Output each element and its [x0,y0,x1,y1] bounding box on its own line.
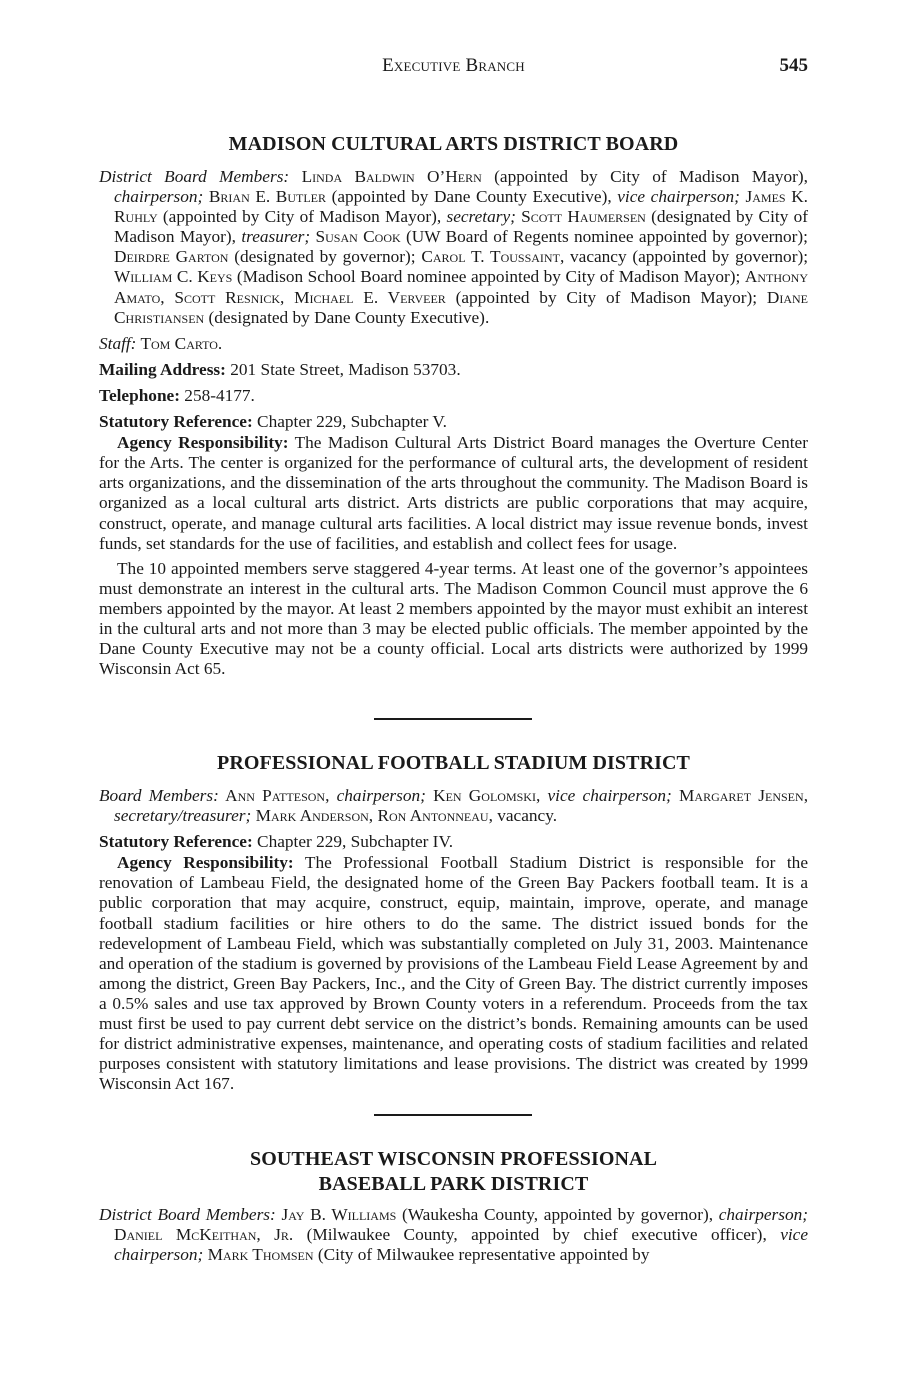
member-sep: , [535,786,548,805]
member-name: Mark Thomsen [203,1245,314,1265]
member-name: Carol T. Toussaint [421,247,560,267]
member-note: (Milwaukee County, appointed by chief executive officer), [293,1225,781,1245]
mailing-value: 201 State Street, Madison 53703. [225,359,461,379]
statutory-value: Chapter 229, Subchapter IV. [252,832,454,852]
agency-responsibility-paragraph [99,433,808,554]
member-note: (appointed by City of Madison Mayor), [157,207,447,227]
terms-paragraph: The 10 appointed members serve staggered 4-year terms. At least one of the governor’s appointees must demonstrate an interest in the cultural arts. The Madison Common Council must approve the 6 members appointed by the mayor. At least 2 members appointed by the mayor must exhibit an interest in the cultural arts and not more than 3 may be elected public officials. The member appointed by the Dane County Executive may not be a county official. Local arts districts were authorized by 1999 Wisconsin Act 65. [99,558,808,679]
statutory-value: Chapter 229, Subchapter V. [252,412,447,432]
section-heading: PROFESSIONAL FOOTBALL STADIUM DISTRICT [217,752,690,774]
member-name: James K. Ruhly [114,187,808,227]
telephone-line [99,386,808,406]
statutory-reference-line [99,412,808,432]
member-name: Diane Christiansen [114,287,809,327]
member-role: treasurer; [241,227,311,247]
member-note: (Waukesha County, appointed by governor), [396,1205,719,1224]
member-name: Susan Cook [310,227,401,247]
staff-name: Tom Carto. [136,333,223,353]
member-role: chairperson; [718,1205,808,1224]
member-name: Scott Haumersen [515,207,646,227]
section-heading: MADISON CULTURAL ARTS DISTRICT BOARD [228,133,679,155]
member-role: chairperson; [336,786,426,805]
board-members [99,1205,808,1265]
agency-text: The Professional Football Stadium District is responsible for the renovation of Lambeau Field, the designated home of the Green Bay Packers football team. It is a public corporation that may acquire, construct, equip, maintain, improve, operate, and manage football stadium facilities or hire others to do the same. The district issued bonds for the redevelopment of Lambeau Field, which was substantially completed on July 31, 2003. Maintenance and operation of the stadium is governed by provisions of the Lambeau Field Lease Agreement by and among the district, Green Bay Packers, Inc., and the City of Green Bay. The district currently imposes a 0.5% sales and use tax approved by Brown County voters in a referendum. Proceeds from the tax must first be used to pay current debt service on the district’s bonds. Remaining amounts can be used for district administrative expenses, maintenance, and operating costs of stadium facilities and related purposes consistent with statutory limitations and lease provisions. The district was created by 1999 Wisconsin Act 167. [99,853,808,1094]
member-sep: , [803,786,809,805]
staff-label: Staff: [99,333,137,353]
members-intro: District Board Members: [99,1205,276,1224]
member-note: (appointed by City of Madison Mayor), [481,167,808,186]
member-name: Ann Patteson [218,786,326,805]
mailing-address-line [99,360,808,380]
member-note: , vacancy (appointed by governor); [559,247,809,267]
board-members [99,786,808,826]
telephone-value: 258-4177. [179,385,255,405]
members-intro: Board Members: [99,786,219,805]
member-name: Margaret Jensen [671,786,804,805]
member-role: vice chairperson; [547,786,672,805]
section-heading-line: SOUTHEAST WISCONSIN PROFESSIONAL [249,1148,658,1170]
member-note: (UW Board of Regents nominee appointed by governor); [400,227,808,247]
member-name: Jay B. Williams [275,1205,397,1224]
section-divider [374,718,532,720]
statutory-label: Statutory Reference: [99,832,253,852]
member-role: vice chairperson; [617,187,740,207]
member-note: (Madison School Board nominee appointed by City of Madison Mayor); [232,267,745,287]
agency-text: The Madison Cultural Arts District Board manages the Overture Center for the Arts. The center is organized for the performance of cultural arts, the development of resident arts organizations, and the dissemination of the arts throughout the community. The Madison Board is organized as a local cultural arts district. Arts districts are public corporations that may acquire, construct, operate, and manage cultural arts facilities. A local district may issue revenue bonds, invest funds, set standards for the use of facilities, and establish and collect fees for usage. [99,433,808,553]
agency-label: Agency Responsibility: [117,853,294,873]
statutory-label: Statutory Reference: [99,412,253,432]
agency-label: Agency Responsibility: [117,433,289,453]
section-baseball-park [99,1147,808,1265]
member-note: , vacancy. [488,806,558,826]
running-header: Executive Branch [382,55,525,76]
member-name: Linda Baldwin O’Hern [301,167,482,186]
section-football-stadium [99,751,808,1094]
agency-responsibility-paragraph [99,853,808,1094]
member-role: secretary; [446,207,516,227]
member-name: Ken Golomski [425,786,536,805]
members-intro: District Board Members: [99,167,290,186]
member-name: William C. Keys [114,267,233,287]
member-note: (designated by governor); [228,247,422,267]
member-note: (appointed by City of Madison Mayor); [445,287,767,307]
section-madison-cultural-arts [99,132,808,679]
member-sep: , [325,786,337,805]
section-divider [374,1114,532,1116]
member-name: Anthony Amato, Scott Resnick, Michael E. Verveer [114,267,808,307]
page-number: 545 [779,55,808,76]
member-role: secretary/treasurer; [114,806,252,826]
member-note: (City of Milwaukee representative appointed by [313,1245,650,1265]
statutory-reference-line [99,832,808,852]
member-note: (designated by Dane County Executive). [204,307,490,327]
section-heading-line: BASEBALL PARK DISTRICT [318,1173,589,1195]
section-heading [99,1147,808,1197]
member-note: (designated by City of Madison Mayor), [114,207,808,247]
mailing-label: Mailing Address: [99,359,226,379]
member-name: Brian E. Butler [203,187,326,207]
member-name: Daniel McKeithan, Jr. [114,1225,294,1245]
member-name: Deirdre Garton [114,247,229,267]
telephone-label: Telephone: [99,385,180,405]
staff-line [99,334,808,354]
member-role: chairperson; [114,187,204,207]
member-role: vice chairperson; [114,1225,809,1265]
board-members [99,167,808,328]
member-name: Mark Anderson, Ron Antonneau [251,806,489,826]
member-note: (appointed by Dane County Executive), [325,187,618,207]
